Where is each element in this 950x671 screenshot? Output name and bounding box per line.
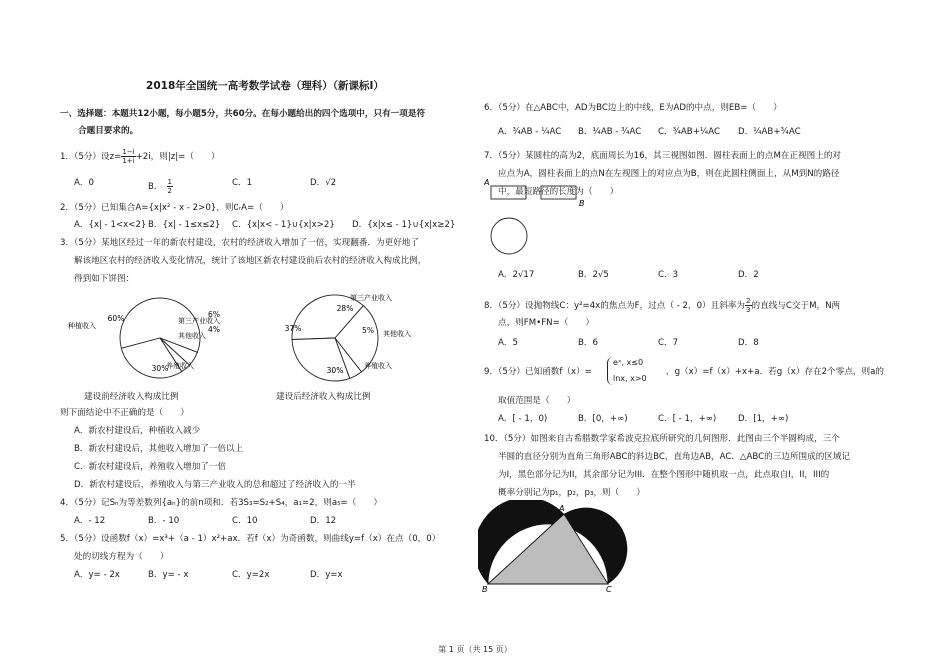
q7-label-b: B (579, 199, 585, 208)
pie-percent-label-1-3: 4% (208, 325, 220, 334)
q10-label-b: B (482, 585, 488, 592)
question-9-cont: 取值范围是（ ） (498, 396, 576, 406)
q8-option-a: A．5 (498, 338, 518, 348)
question-2: 2．（5分）已知集合A={x|x² - x - 2>0}，则∁ᵣA=（ ） (60, 203, 289, 213)
section-heading-cont: 合题目要求的。 (78, 126, 139, 136)
q1-option-d: D．√2 (310, 178, 337, 188)
q1-fraction: $\frac{1-i}{1+i}$ (122, 148, 135, 165)
q5-option-a: A．y= - 2x (74, 570, 120, 580)
question-4: 4．（5分）记Sₙ为等差数列{aₙ}的前n项和．若3S₃=S₂+S₄，a₁=2，则a₅=（ ） (60, 498, 383, 508)
pie-category-label-2-3: 其他收入 (383, 330, 411, 338)
q10-lune-figure (478, 500, 658, 592)
q10-label-c: C (606, 585, 612, 592)
pie-category-label-1-3: 其他收入 (178, 332, 206, 340)
q9-case-1: eˣ, x≤0 (613, 358, 644, 367)
q7-option-c: C．3 (658, 270, 679, 280)
q6-option-b: B．¼AB - ¾AC (578, 127, 642, 137)
q9-case-2: lnx, x>0 (613, 374, 647, 383)
q1-option-c: C．1 (232, 178, 253, 188)
pie-category-label-2-4: 养殖收入 (364, 362, 392, 370)
q9-option-c: C．[ - 1，+∞) (658, 414, 717, 424)
question-8-cont: 点，则FM•FN=（ ） (498, 318, 595, 328)
q7-option-a: A．2√17 (498, 270, 535, 280)
pie-category-label-1-4: 养殖收入 (166, 362, 194, 370)
q6-option-d: D．¼AB+¾AC (738, 127, 801, 137)
pie-chart-before (68, 298, 220, 378)
question-8: 8．（5分）设抛物线C：y²=4x的焦点为F，过点（ - 2，0）且斜率为 $\frac{2}{3}$ 的直线与C交于M，N两 (484, 297, 841, 314)
q3-option-b: B．新农村建设后，其他收入增加了一倍以上 (74, 444, 244, 454)
q7-side-view (541, 186, 576, 199)
question-3-prompt: 则下面结论中不正确的是（ ） (60, 408, 189, 418)
q2-option-a: A．{x| - 1<x<2} (74, 220, 147, 230)
question-10-cont1: 半圆的直径分别为直角三角形ABC的斜边BC，直角边AB，AC．△ABC的三边所围成的区域记 (498, 452, 851, 462)
q9-option-b: B．[0，+∞) (578, 414, 628, 424)
q5-option-b: B．y= - x (148, 570, 189, 580)
q1-option-b: B． $\frac{1}{2}$ (148, 178, 172, 195)
q3-option-a: A．新农村建设后，种植收入减少 (74, 426, 201, 436)
q8-option-b: B．6 (578, 338, 598, 348)
pie-category-label-2-2: 第三产业收入 (350, 294, 392, 302)
pie-category-label-1-1: 种植收入 (68, 322, 96, 330)
q8-option-d: D．8 (738, 338, 759, 348)
pie-percent-label-1-4: 30% (151, 364, 169, 373)
q7-label-a: A (484, 178, 490, 187)
q7-front-view (491, 186, 526, 199)
question-10: 10．（5分）如图来自古希腊数学家希波克拉底所研究的几何图形．此图由三个半圆构成，三个 (484, 434, 840, 444)
q3-option-d: D．新农村建设后，养殖收入与第三产业收入的总和超过了经济收入的一半 (74, 480, 356, 490)
q6-option-a: A．¾AB - ¼AC (498, 127, 562, 137)
q8-slope-fraction: $\frac{2}{3}$ (746, 297, 751, 314)
question-9-rest: ，g（x）=f（x）+x+a．若g（x）存在2个零点，则a的 (666, 367, 884, 377)
pie-chart-after (285, 293, 411, 381)
pie-percent-label-1-2: 6% (208, 310, 220, 319)
question-5: 5．（5分）设函数f（x）=x³+（a - 1）x²+ax．若f（x）为奇函数，则曲线y=f（x）在点（0，0） (60, 534, 441, 544)
q9-option-d: D．[1，+∞) (738, 414, 789, 424)
q9-option-a: A．[ - 1，0) (498, 414, 548, 424)
q10-label-a: A (559, 504, 565, 513)
q7-option-d: D．2 (738, 270, 759, 280)
question-3-cont2: 得到如下饼图： (74, 274, 135, 284)
q4-option-d: D．12 (310, 516, 337, 526)
pie1-caption: 建设前经济收入构成比例 (84, 392, 179, 402)
pie-charts (60, 288, 480, 408)
pie-percent-label-2-2: 28% (336, 304, 354, 313)
q3-option-c: C．新农村建设后，养殖收入增加了一倍 (74, 462, 227, 472)
pie-percent-label-2-1: 37% (284, 324, 302, 333)
question-5-cont: 处的切线方程为（ ） (74, 552, 169, 562)
pie-percent-label-2-4: 30% (326, 366, 344, 375)
pie2-caption: 建设后经济收入构成比例 (276, 392, 371, 402)
pie-percent-label-2-3: 5% (362, 326, 374, 335)
q2-option-d: D．{x|x≤ - 1}∪{x|x≥2} (352, 220, 456, 230)
q7-option-b: B．2√5 (578, 270, 609, 280)
q4-option-c: C．10 (232, 516, 258, 526)
question-7-cont2: 中，最短路径的长度为（ ） (498, 187, 619, 197)
pie-percent-label-1-1: 60% (107, 314, 125, 323)
question-10-cont2: 为I，黑色部分记为II，其余部分记为III．在整个图形中随机取一点，此点取自I，II，III的 (498, 470, 830, 480)
q4-option-a: A．- 12 (74, 516, 106, 526)
q4-option-b: B．- 10 (148, 516, 180, 526)
q5-option-c: C．y=2x (232, 570, 270, 580)
q7-top-view (491, 218, 527, 254)
q5-option-d: D．y=x (310, 570, 343, 580)
question-7: 7．（5分）某圆柱的高为2，底面周长为16，其三视图如图．圆柱表面上的点M在正视图上的对 (484, 151, 842, 161)
page-title: 2018年全国统一高考数学试卷（理科）（新课标Ⅰ） (146, 80, 384, 92)
section-heading: 一、选择题：本题共12小题，每小题5分，共60分。在每小题给出的四个选项中，只有一项是符 (60, 109, 426, 119)
q8-option-c: C．7 (658, 338, 679, 348)
q7-three-views (484, 174, 594, 274)
q2-option-c: C．{x|x< - 1}∪{x|x>2} (232, 220, 335, 230)
question-3: 3．（5分）某地区经过一年的新农村建设，农村的经济收入增加了一倍，实现翻番．为更好地了 (60, 238, 419, 248)
question-6: 6．（5分）在△ABC中，AD为BC边上的中线，E为AD的中点，则EB=（ ） (484, 103, 782, 113)
page-footer: 第 1 页（共 15 页） (438, 645, 512, 654)
question-7-cont1: 应点为A，圆柱表面上的点N在左视图上的对应点为B，则在此圆柱侧面上，从M到N的路径 (498, 169, 840, 179)
question-3-cont1: 解该地区农村的经济收入变化情况，统计了该地区新农村建设前后农村的经济收入构成比例， (74, 256, 427, 266)
question-10-cont3: 概率分别记为p₁，p₂，p₃，则（ ） (498, 488, 646, 498)
question-1: 1．（5分）设z= $\frac{1-i}{1+i}$ +2i，则|z|=（ ） (60, 148, 220, 165)
pie-category-label-1-2: 第三产业收入 (178, 317, 220, 325)
q1-option-a: A．0 (74, 178, 94, 188)
question-9: 9．（5分）已知函数f（x）= (484, 367, 592, 377)
q2-option-b: B．{x| - 1≤x≤2} (148, 220, 221, 230)
q6-option-c: C．¾AB+¼AC (658, 127, 720, 137)
